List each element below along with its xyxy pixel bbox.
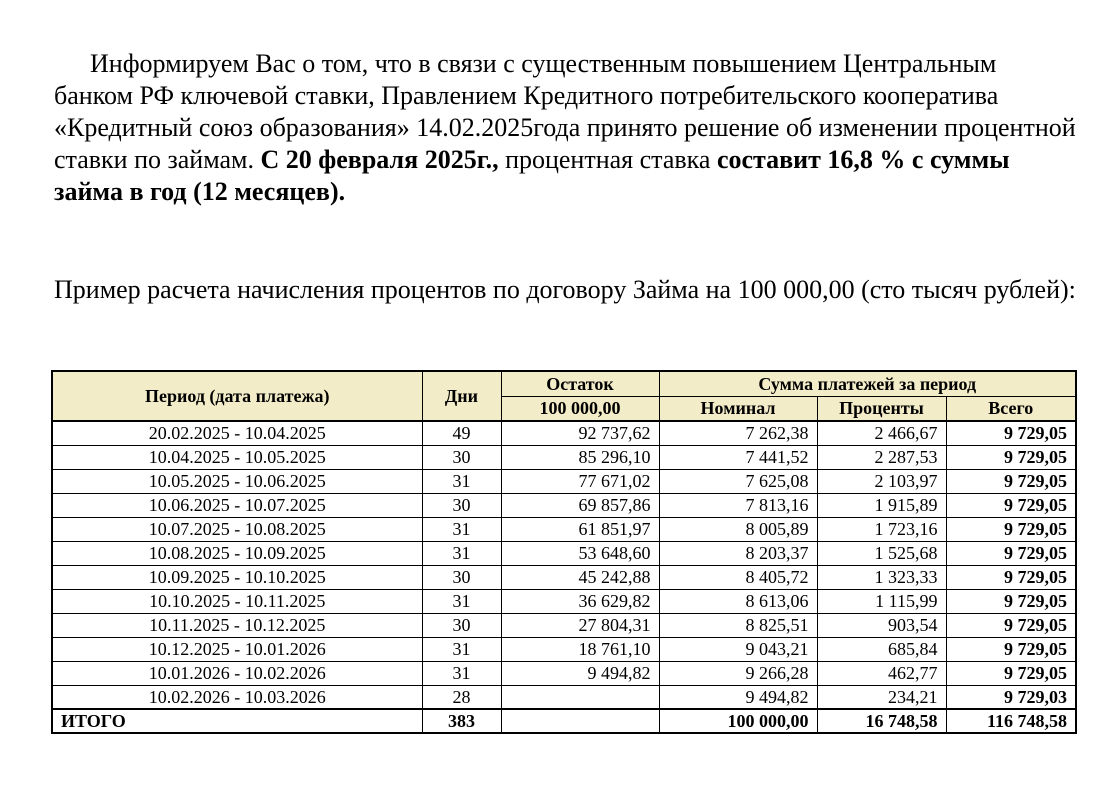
cell-period: 20.02.2025 - 10.04.2025 bbox=[52, 421, 422, 445]
cell-balance: 92 737,62 bbox=[501, 421, 659, 445]
cell-nominal: 8 613,06 bbox=[659, 589, 817, 613]
table-row bbox=[52, 493, 1076, 517]
cell-period: 10.05.2025 - 10.06.2025 bbox=[52, 469, 422, 493]
cell-nominal: 8 825,51 bbox=[659, 613, 817, 637]
totals-label: ИТОГО bbox=[52, 709, 422, 733]
table-row bbox=[52, 445, 1076, 469]
cell-total: 9 729,05 bbox=[946, 493, 1076, 517]
cell-total: 9 729,05 bbox=[946, 421, 1076, 445]
cell-days: 30 bbox=[422, 445, 501, 469]
cell-total: 9 729,03 bbox=[946, 685, 1076, 709]
table-row bbox=[52, 685, 1076, 709]
cell-nominal: 9 266,28 bbox=[659, 661, 817, 685]
cell-balance: 61 851,97 bbox=[501, 517, 659, 541]
cell-balance: 9 494,82 bbox=[501, 661, 659, 685]
table-row bbox=[52, 421, 1076, 445]
cell-interest: 234,21 bbox=[817, 685, 946, 709]
cell-days: 30 bbox=[422, 565, 501, 589]
totals-nominal: 100 000,00 bbox=[659, 709, 817, 733]
cell-total: 9 729,05 bbox=[946, 517, 1076, 541]
cell-nominal: 7 813,16 bbox=[659, 493, 817, 517]
cell-balance: 69 857,86 bbox=[501, 493, 659, 517]
cell-days: 31 bbox=[422, 541, 501, 565]
cell-balance: 27 804,31 bbox=[501, 613, 659, 637]
cell-interest: 903,54 bbox=[817, 613, 946, 637]
cell-balance bbox=[501, 685, 659, 709]
intro-rate-bold: составит 16,8 % с суммы займа в год (12 месяцев). bbox=[54, 145, 1010, 206]
intro-text-1: Информируем Вас о том, что в связи с существенным повышением Центральным банком РФ ключевой ставки, Правлением Кредитного потребительского кооператива «Кредитный союз образования» 14.02.2025года принято решение об изменении процентной ставки по займам. bbox=[54, 49, 1076, 174]
cell-balance: 85 296,10 bbox=[501, 445, 659, 469]
totals-row bbox=[52, 709, 1076, 733]
cell-nominal: 9 043,21 bbox=[659, 637, 817, 661]
cell-nominal: 8 405,72 bbox=[659, 565, 817, 589]
cell-nominal: 7 441,52 bbox=[659, 445, 817, 469]
cell-interest: 2 103,97 bbox=[817, 469, 946, 493]
cell-interest: 1 525,68 bbox=[817, 541, 946, 565]
cell-days: 31 bbox=[422, 637, 501, 661]
cell-period: 10.06.2025 - 10.07.2025 bbox=[52, 493, 422, 517]
intro-paragraph bbox=[54, 48, 1076, 208]
header-balance-initial: 100 000,00 bbox=[501, 396, 659, 421]
cell-total: 9 729,05 bbox=[946, 445, 1076, 469]
cell-period: 10.02.2026 - 10.03.2026 bbox=[52, 685, 422, 709]
table-row bbox=[52, 613, 1076, 637]
cell-total: 9 729,05 bbox=[946, 565, 1076, 589]
cell-interest: 1 323,33 bbox=[817, 565, 946, 589]
header-days: Дни bbox=[422, 371, 501, 421]
cell-balance: 18 761,10 bbox=[501, 637, 659, 661]
cell-period: 10.01.2026 - 10.02.2026 bbox=[52, 661, 422, 685]
cell-interest: 685,84 bbox=[817, 637, 946, 661]
cell-total: 9 729,05 bbox=[946, 661, 1076, 685]
cell-balance: 36 629,82 bbox=[501, 589, 659, 613]
header-payments: Сумма платежей за период bbox=[659, 371, 1076, 396]
cell-total: 9 729,05 bbox=[946, 589, 1076, 613]
cell-period: 10.08.2025 - 10.09.2025 bbox=[52, 541, 422, 565]
cell-balance: 77 671,02 bbox=[501, 469, 659, 493]
table-row bbox=[52, 541, 1076, 565]
table-row bbox=[52, 637, 1076, 661]
cell-period: 10.04.2025 - 10.05.2025 bbox=[52, 445, 422, 469]
cell-nominal: 8 005,89 bbox=[659, 517, 817, 541]
cell-balance: 45 242,88 bbox=[501, 565, 659, 589]
cell-days: 31 bbox=[422, 469, 501, 493]
cell-days: 31 bbox=[422, 661, 501, 685]
intro-text-2: процентная ставка bbox=[498, 145, 717, 174]
table-row bbox=[52, 589, 1076, 613]
cell-interest: 2 287,53 bbox=[817, 445, 946, 469]
table-row bbox=[52, 517, 1076, 541]
cell-period: 10.09.2025 - 10.10.2025 bbox=[52, 565, 422, 589]
totals-total: 116 748,58 bbox=[946, 709, 1076, 733]
cell-days: 30 bbox=[422, 613, 501, 637]
table-row bbox=[52, 469, 1076, 493]
header-total: Всего bbox=[946, 396, 1076, 421]
table-row bbox=[52, 661, 1076, 685]
cell-interest: 2 466,67 bbox=[817, 421, 946, 445]
table-row bbox=[52, 565, 1076, 589]
schedule-body bbox=[52, 421, 1076, 709]
header-nominal: Номинал bbox=[659, 396, 817, 421]
header-balance: Остаток bbox=[501, 371, 659, 396]
cell-interest: 1 915,89 bbox=[817, 493, 946, 517]
header-period: Период (дата платежа) bbox=[52, 371, 422, 421]
loan-schedule-table bbox=[51, 370, 1077, 734]
cell-period: 10.12.2025 - 10.01.2026 bbox=[52, 637, 422, 661]
cell-interest: 1 723,16 bbox=[817, 517, 946, 541]
totals-balance bbox=[501, 709, 659, 733]
cell-interest: 462,77 bbox=[817, 661, 946, 685]
cell-total: 9 729,05 bbox=[946, 541, 1076, 565]
cell-days: 30 bbox=[422, 493, 501, 517]
cell-nominal: 7 625,08 bbox=[659, 469, 817, 493]
totals-days: 383 bbox=[422, 709, 501, 733]
cell-days: 49 bbox=[422, 421, 501, 445]
cell-total: 9 729,05 bbox=[946, 613, 1076, 637]
totals-interest: 16 748,58 bbox=[817, 709, 946, 733]
example-paragraph: Пример расчета начисления процентов по договору Займа на 100 000,00 (сто тысяч рублей): bbox=[54, 275, 1076, 304]
cell-period: 10.07.2025 - 10.08.2025 bbox=[52, 517, 422, 541]
cell-nominal: 7 262,38 bbox=[659, 421, 817, 445]
cell-total: 9 729,05 bbox=[946, 637, 1076, 661]
intro-date-bold: С 20 февраля 2025г., bbox=[260, 145, 499, 174]
cell-period: 10.11.2025 - 10.12.2025 bbox=[52, 613, 422, 637]
cell-days: 31 bbox=[422, 589, 501, 613]
cell-balance: 53 648,60 bbox=[501, 541, 659, 565]
cell-period: 10.10.2025 - 10.11.2025 bbox=[52, 589, 422, 613]
cell-nominal: 9 494,82 bbox=[659, 685, 817, 709]
cell-days: 28 bbox=[422, 685, 501, 709]
cell-nominal: 8 203,37 bbox=[659, 541, 817, 565]
cell-total: 9 729,05 bbox=[946, 469, 1076, 493]
header-interest: Проценты bbox=[817, 396, 946, 421]
cell-interest: 1 115,99 bbox=[817, 589, 946, 613]
cell-days: 31 bbox=[422, 517, 501, 541]
